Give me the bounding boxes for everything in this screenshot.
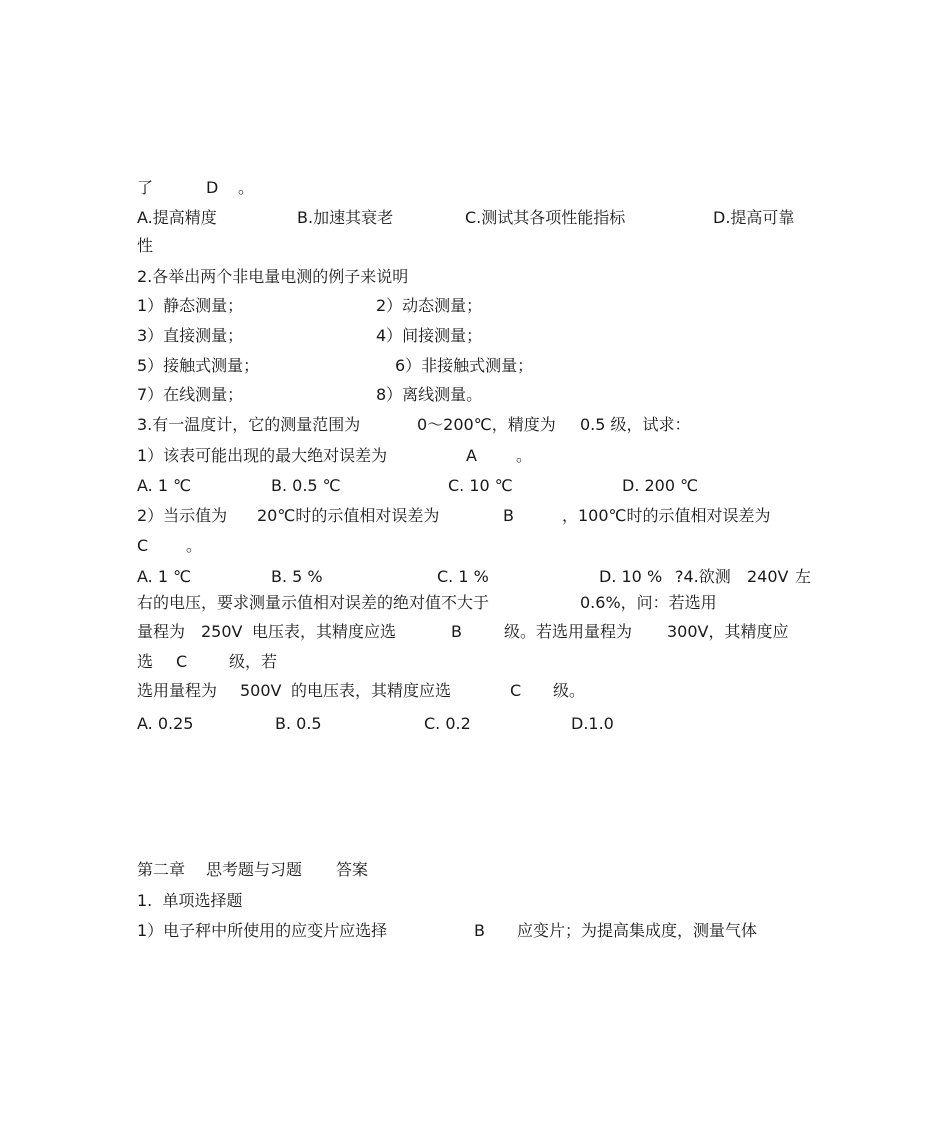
text-line (0, 475, 950, 499)
text-segment: 0～200℃，精度为 (417, 415, 556, 434)
text-segment: 选 (137, 652, 154, 671)
text-segment: 3.有一温度计，它的测量范围为 (137, 415, 361, 434)
list-item: 4）间接测量； (376, 326, 483, 345)
question-heading (0, 266, 950, 290)
text-segment: 级。若选用量程为 (504, 622, 633, 641)
text-line (0, 445, 950, 469)
answer-letter: A (466, 446, 477, 465)
text-line (0, 384, 950, 408)
text-line (0, 355, 950, 379)
option-b: B. 5 % (271, 567, 323, 586)
text-line (0, 177, 950, 201)
text-segment: 250V (201, 622, 243, 641)
text-segment: 答案 (336, 860, 369, 879)
text-segment: 0.5 级，试求： (580, 415, 691, 434)
option-d: D.1.0 (571, 714, 614, 733)
text-line (0, 680, 950, 704)
list-item: 2）动态测量； (376, 296, 483, 315)
text-segment: 0.6%，问：若选用 (580, 593, 717, 612)
text-segment: 的电压表，其精度应选 (291, 681, 452, 700)
text-line (0, 566, 950, 590)
text-segment: ，100℃时的示值相对误差为 (562, 506, 771, 525)
option-b: B. 0.5 (275, 714, 322, 733)
question-heading (0, 414, 950, 438)
option-a: A. 0.25 (137, 714, 194, 733)
text-segment: 选用量程为 (137, 681, 218, 700)
text-segment: 电压表，其精度应选 (252, 622, 397, 641)
answer-letter: B (503, 506, 514, 525)
text-line (0, 535, 950, 559)
text-segment: 1）电子秤中所使用的应变片应选择 (137, 921, 388, 940)
text-segment: 20℃时的示值相对误差为 (257, 506, 440, 525)
list-item: 1）静态测量； (137, 296, 244, 315)
section-heading (0, 890, 950, 914)
option-a: A. 1 ℃ (137, 476, 192, 495)
option-d: D. 200 ℃ (622, 476, 699, 495)
answer-letter: C (137, 536, 149, 555)
option-b: B. 0.5 ℃ (271, 476, 341, 495)
text-segment: 性 (137, 236, 154, 255)
option-d: D. 10 % (599, 567, 663, 586)
list-item: 3）直接测量； (137, 326, 244, 345)
text-line (0, 325, 950, 349)
text-segment: 1. 单项选择题 (137, 891, 243, 910)
text-segment: 右的电压，要求测量示值相对误差的绝对值不大于 (137, 593, 490, 612)
text-segment: ?4.欲测 (675, 567, 731, 586)
text-segment: 240V (747, 567, 789, 586)
text-line (0, 651, 950, 675)
answer-letter: B (474, 921, 485, 940)
text-segment: 。 (186, 536, 203, 555)
text-segment: 。 (516, 446, 533, 465)
text-segment: 500V (240, 681, 282, 700)
text-segment: 1）该表可能出现的最大绝对误差为 (137, 446, 388, 465)
text-segment: 量程为 (137, 622, 186, 641)
text-segment: 300V，其精度应 (667, 622, 789, 641)
answer-letter: C (510, 681, 522, 700)
text-line (0, 505, 950, 529)
text-line (0, 235, 950, 259)
text-segment: 思考题与习题 (206, 860, 303, 879)
chapter-heading (0, 859, 950, 883)
option-c: C.测试其各项性能指标 (465, 208, 626, 227)
text-segment: 级。 (553, 681, 586, 700)
text-segment: 级，若 (229, 652, 278, 671)
text-line (0, 295, 950, 319)
list-item: 8）离线测量。 (376, 385, 483, 404)
answer-letter: B (451, 622, 462, 641)
option-a: A. 1 ℃ (137, 567, 192, 586)
option-d: D.提高可靠 (713, 208, 795, 227)
text-line (0, 713, 950, 737)
option-c: C. 1 % (437, 567, 489, 586)
answer-letter: D (206, 178, 219, 197)
list-item: 6）非接触式测量； (395, 356, 534, 375)
text-segment: 2）当示值为 (137, 506, 228, 525)
text-segment: 左 (795, 567, 812, 586)
text-line (0, 592, 950, 616)
text-segment: 应变片；为提高集成度，测量气体 (517, 921, 758, 940)
text-line (0, 920, 950, 944)
text-segment: 。 (238, 178, 255, 197)
text-segment: 了 (137, 178, 154, 197)
option-c: C. 0.2 (424, 714, 471, 733)
list-item: 5）接触式测量； (137, 356, 260, 375)
text-line (0, 207, 950, 231)
text-segment: 2.各举出两个非电量电测的例子来说明 (137, 267, 409, 286)
text-segment: 第二章 (137, 860, 186, 879)
answer-letter: C (176, 652, 188, 671)
text-line (0, 621, 950, 645)
option-b: B.加速其衰老 (297, 208, 394, 227)
option-c: C. 10 ℃ (448, 476, 513, 495)
option-a: A.提高精度 (137, 208, 217, 227)
list-item: 7）在线测量； (137, 385, 244, 404)
